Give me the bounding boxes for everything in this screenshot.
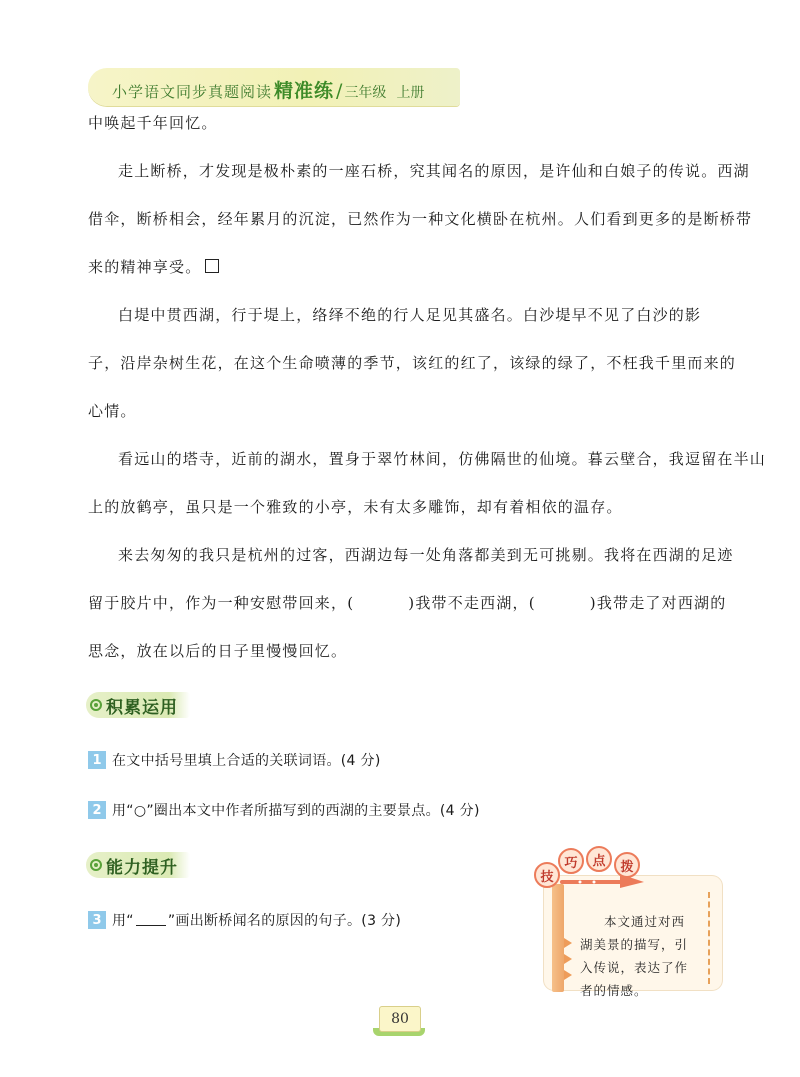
question-1 [88, 750, 381, 770]
section-title: 积累运用 [106, 697, 178, 718]
page-number: 80 [379, 1006, 421, 1032]
section-ability [86, 852, 190, 878]
series-title: 小学语文同步真题阅读 [112, 83, 273, 101]
passage-line-with-box [88, 256, 219, 277]
tip-pole [552, 884, 564, 992]
passage-line: 来去匆匆的我只是杭州的过客，西湖边每一处角落都美到无可挑剔。我将在西湖的足迹 [118, 546, 734, 564]
question-text: 在文中括号里填上合适的关联词语。(4 分) [112, 753, 381, 769]
tip-bubble: 巧 [558, 848, 584, 874]
grade-label: 三年级 [344, 85, 387, 101]
tip-line: 湖美景的描写，引 [580, 937, 689, 952]
underline-blank [136, 915, 166, 926]
question-number: 2 [88, 801, 106, 819]
passage-line: 借伞，断桥相会，经年累月的沉淀，已然作为一种文化横卧在杭州。人们看到更多的是断桥带 [88, 210, 753, 228]
tip-line: 本文通过对西 [604, 914, 686, 929]
tip-bubble: 拨 [614, 852, 640, 878]
tip-notch [564, 938, 572, 948]
section-accumulate [86, 692, 190, 718]
question-number: 1 [88, 751, 106, 769]
tip-bubble: 点 [586, 846, 612, 872]
question-3 [88, 910, 401, 930]
tip-line: 入传说，表达了作 [580, 960, 689, 975]
mark-box[interactable] [205, 259, 219, 273]
passage-line: 白堤中贯西湖，行于堤上，络绎不绝的行人足见其盛名。白沙堤早不见了白沙的影 [118, 306, 702, 324]
header-divider: / [336, 80, 343, 102]
tip-panel [528, 846, 724, 998]
passage-line: 心情。 [88, 402, 137, 420]
passage-segment: 留于胶片中，作为一种安慰带回来，( [88, 594, 355, 612]
volume-label: 上册 [396, 85, 425, 101]
passage-line: 中唤起千年回忆。 [88, 114, 218, 132]
page-number-badge [373, 1002, 425, 1038]
tip-text [580, 910, 710, 1002]
book-header [112, 76, 424, 100]
passage-line: 看远山的塔寺，近前的湖水，置身于翠竹林间，仿佛隔世的仙境。暮云壁合，我逗留在半山 [118, 450, 767, 468]
passage-line: 子，沿岸杂树生花，在这个生命喷薄的季节，该红的红了，该绿的绿了，不枉我千里而来的 [88, 354, 737, 372]
target-icon [90, 699, 102, 711]
tip-notch [564, 954, 572, 964]
passage-line: 上的放鹤亭，虽只是一个雅致的小亭，未有太多雕饰，却有着相依的温存。 [88, 498, 623, 516]
passage-line: 思念，放在以后的日子里慢慢回忆。 [88, 642, 348, 660]
question-2 [88, 800, 480, 820]
question-text: 用“○”圈出本文中作者所描写到的西湖的主要景点。(4 分) [112, 803, 480, 819]
question-text-post: ”画出断桥闻名的原因的句子。(3 分) [167, 913, 402, 929]
passage-segment: )我带走了对西湖的 [589, 594, 727, 612]
passage-line: 走上断桥，才发现是极朴素的一座石桥，究其闻名的原因，是许仙和白娘子的传说。西湖 [118, 162, 750, 180]
tip-notch [564, 970, 572, 980]
section-title: 能力提升 [106, 857, 178, 878]
passage-line-with-blanks [88, 592, 726, 613]
tip-bubble: 技 [534, 862, 560, 888]
brand-title: 精准练 [274, 80, 335, 102]
passage-segment: )我带不走西湖，( [408, 594, 536, 612]
target-icon [90, 859, 102, 871]
tip-line: 者的情感。 [580, 983, 648, 998]
passage-line: 来的精神享受。 [88, 258, 202, 276]
question-text-pre: 用“ [112, 913, 134, 929]
question-number: 3 [88, 911, 106, 929]
